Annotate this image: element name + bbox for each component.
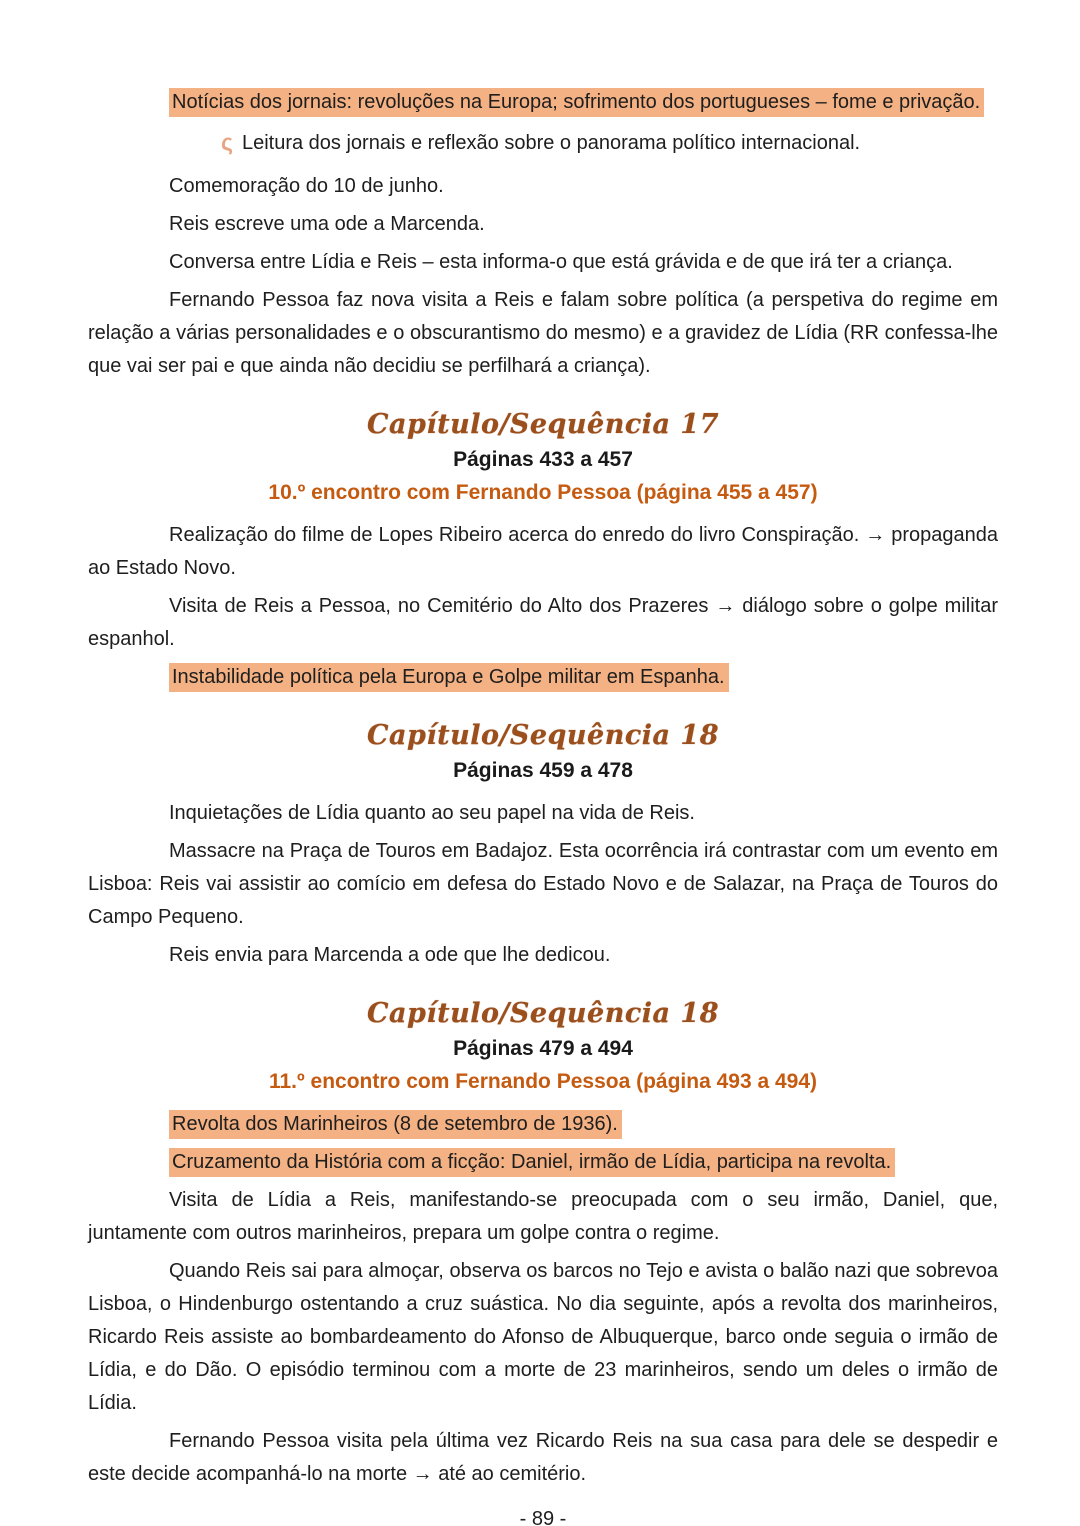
chapter-heading-block: [88, 996, 998, 1098]
chapter-title: Capítulo/Sequência 18: [366, 998, 719, 1029]
page-number: - 89 -: [519, 1508, 567, 1526]
paragraph: Inquietações de Lídia quanto ao seu papel na vida de Reis.: [169, 802, 695, 824]
paragraph: Conversa entre Lídia e Reis – esta informa-o que está grávida e de que irá ter a criança.: [169, 251, 953, 273]
paragraph: Comemoração do 10 de junho.: [169, 175, 444, 197]
paragraph: Reis escreve uma ode a Marcenda.: [169, 213, 485, 235]
highlighted-line: [88, 1108, 998, 1141]
chapter-pages: Páginas 433 a 457: [453, 448, 633, 471]
chapter-title: Capítulo/Sequência 18: [366, 720, 719, 751]
paragraph: Realização do filme de Lopes Ribeiro acerca do enredo do livro Conspiração. → propaganda ao Estado Novo.: [88, 524, 998, 579]
paragraph: Visita de Lídia a Reis, manifestando-se preocupada com o seu irmão, Daniel, que, juntamente com outros marinheiros, prepara um golpe contra o regime.: [88, 1189, 998, 1244]
paragraph: Fernando Pessoa visita pela última vez Ricardo Reis na sua casa para dele se despedir e este decide acompanhá-lo na morte → até ao cemitério.: [88, 1430, 998, 1485]
paragraph: Massacre na Praça de Touros em Badajoz. Esta ocorrência irá contrastar com um evento em Lisboa: Reis vai assistir ao comício em defesa do Estado Novo e de Salazar, na Praça de Touros do Campo Pequeno.: [88, 840, 998, 928]
chapter-meeting: 10.º encontro com Fernando Pessoa (página 455 a 457): [268, 481, 818, 504]
chapter-pages: Páginas 479 a 494: [453, 1037, 633, 1060]
paragraph: Quando Reis sai para almoçar, observa os barcos no Tejo e avista o balão nazi que sobrevoa Lisboa, o Hindenburgo ostentando a cruz suástica. No dia seguinte, após a revolta dos marinheiros, Ricardo Reis assiste ao bombardeamento do Afonso de Albuquerque, barco onde seguia o irmão de Lídia, e do Dão. O episódio terminou com a morte de 23 marinheiros, sendo um deles o irmão de Lídia.: [88, 1260, 998, 1414]
highlighted-text: Instabilidade política pela Europa e Golpe militar em Espanha.: [169, 663, 729, 692]
bullet-line: [88, 125, 998, 160]
chapter-title: Capítulo/Sequência 17: [366, 409, 719, 440]
paragraph: Fernando Pessoa faz nova visita a Reis e falam sobre política (a perspetiva do regime em relação a várias personalidades e o obscurantismo do mesmo) e a gravidez de Lídia (RR confessa-lhe que vai ser pai e que ainda não decidiu se perfilhará a criança).: [88, 289, 998, 377]
curl-bullet-icon: ς: [221, 129, 233, 155]
chapter-heading-block: [88, 407, 998, 509]
chapter-heading-block: [88, 718, 998, 787]
highlighted-text: Revolta dos Marinheiros (8 de setembro de 1936).: [169, 1110, 622, 1139]
page-content: [88, 86, 998, 1526]
highlighted-text: Cruzamento da História com a ficção: Daniel, irmão de Lídia, participa na revolta.: [169, 1148, 895, 1177]
chapter-pages: Páginas 459 a 478: [453, 759, 633, 782]
highlighted-line: [88, 86, 998, 119]
highlighted-line: [88, 661, 998, 694]
paragraph: Reis envia para Marcenda a ode que lhe dedicou.: [169, 944, 611, 966]
highlighted-text: Notícias dos jornais: revoluções na Europa; sofrimento dos portugueses – fome e privação.: [169, 88, 984, 117]
paragraph: Visita de Reis a Pessoa, no Cemitério do Alto dos Prazeres → diálogo sobre o golpe militar espanhol.: [88, 595, 998, 650]
chapter-meeting: 11.º encontro com Fernando Pessoa (página 493 a 494): [268, 1070, 818, 1093]
bullet-text: Leitura dos jornais e reflexão sobre o panorama político internacional.: [241, 132, 861, 154]
highlighted-line: [88, 1146, 998, 1179]
